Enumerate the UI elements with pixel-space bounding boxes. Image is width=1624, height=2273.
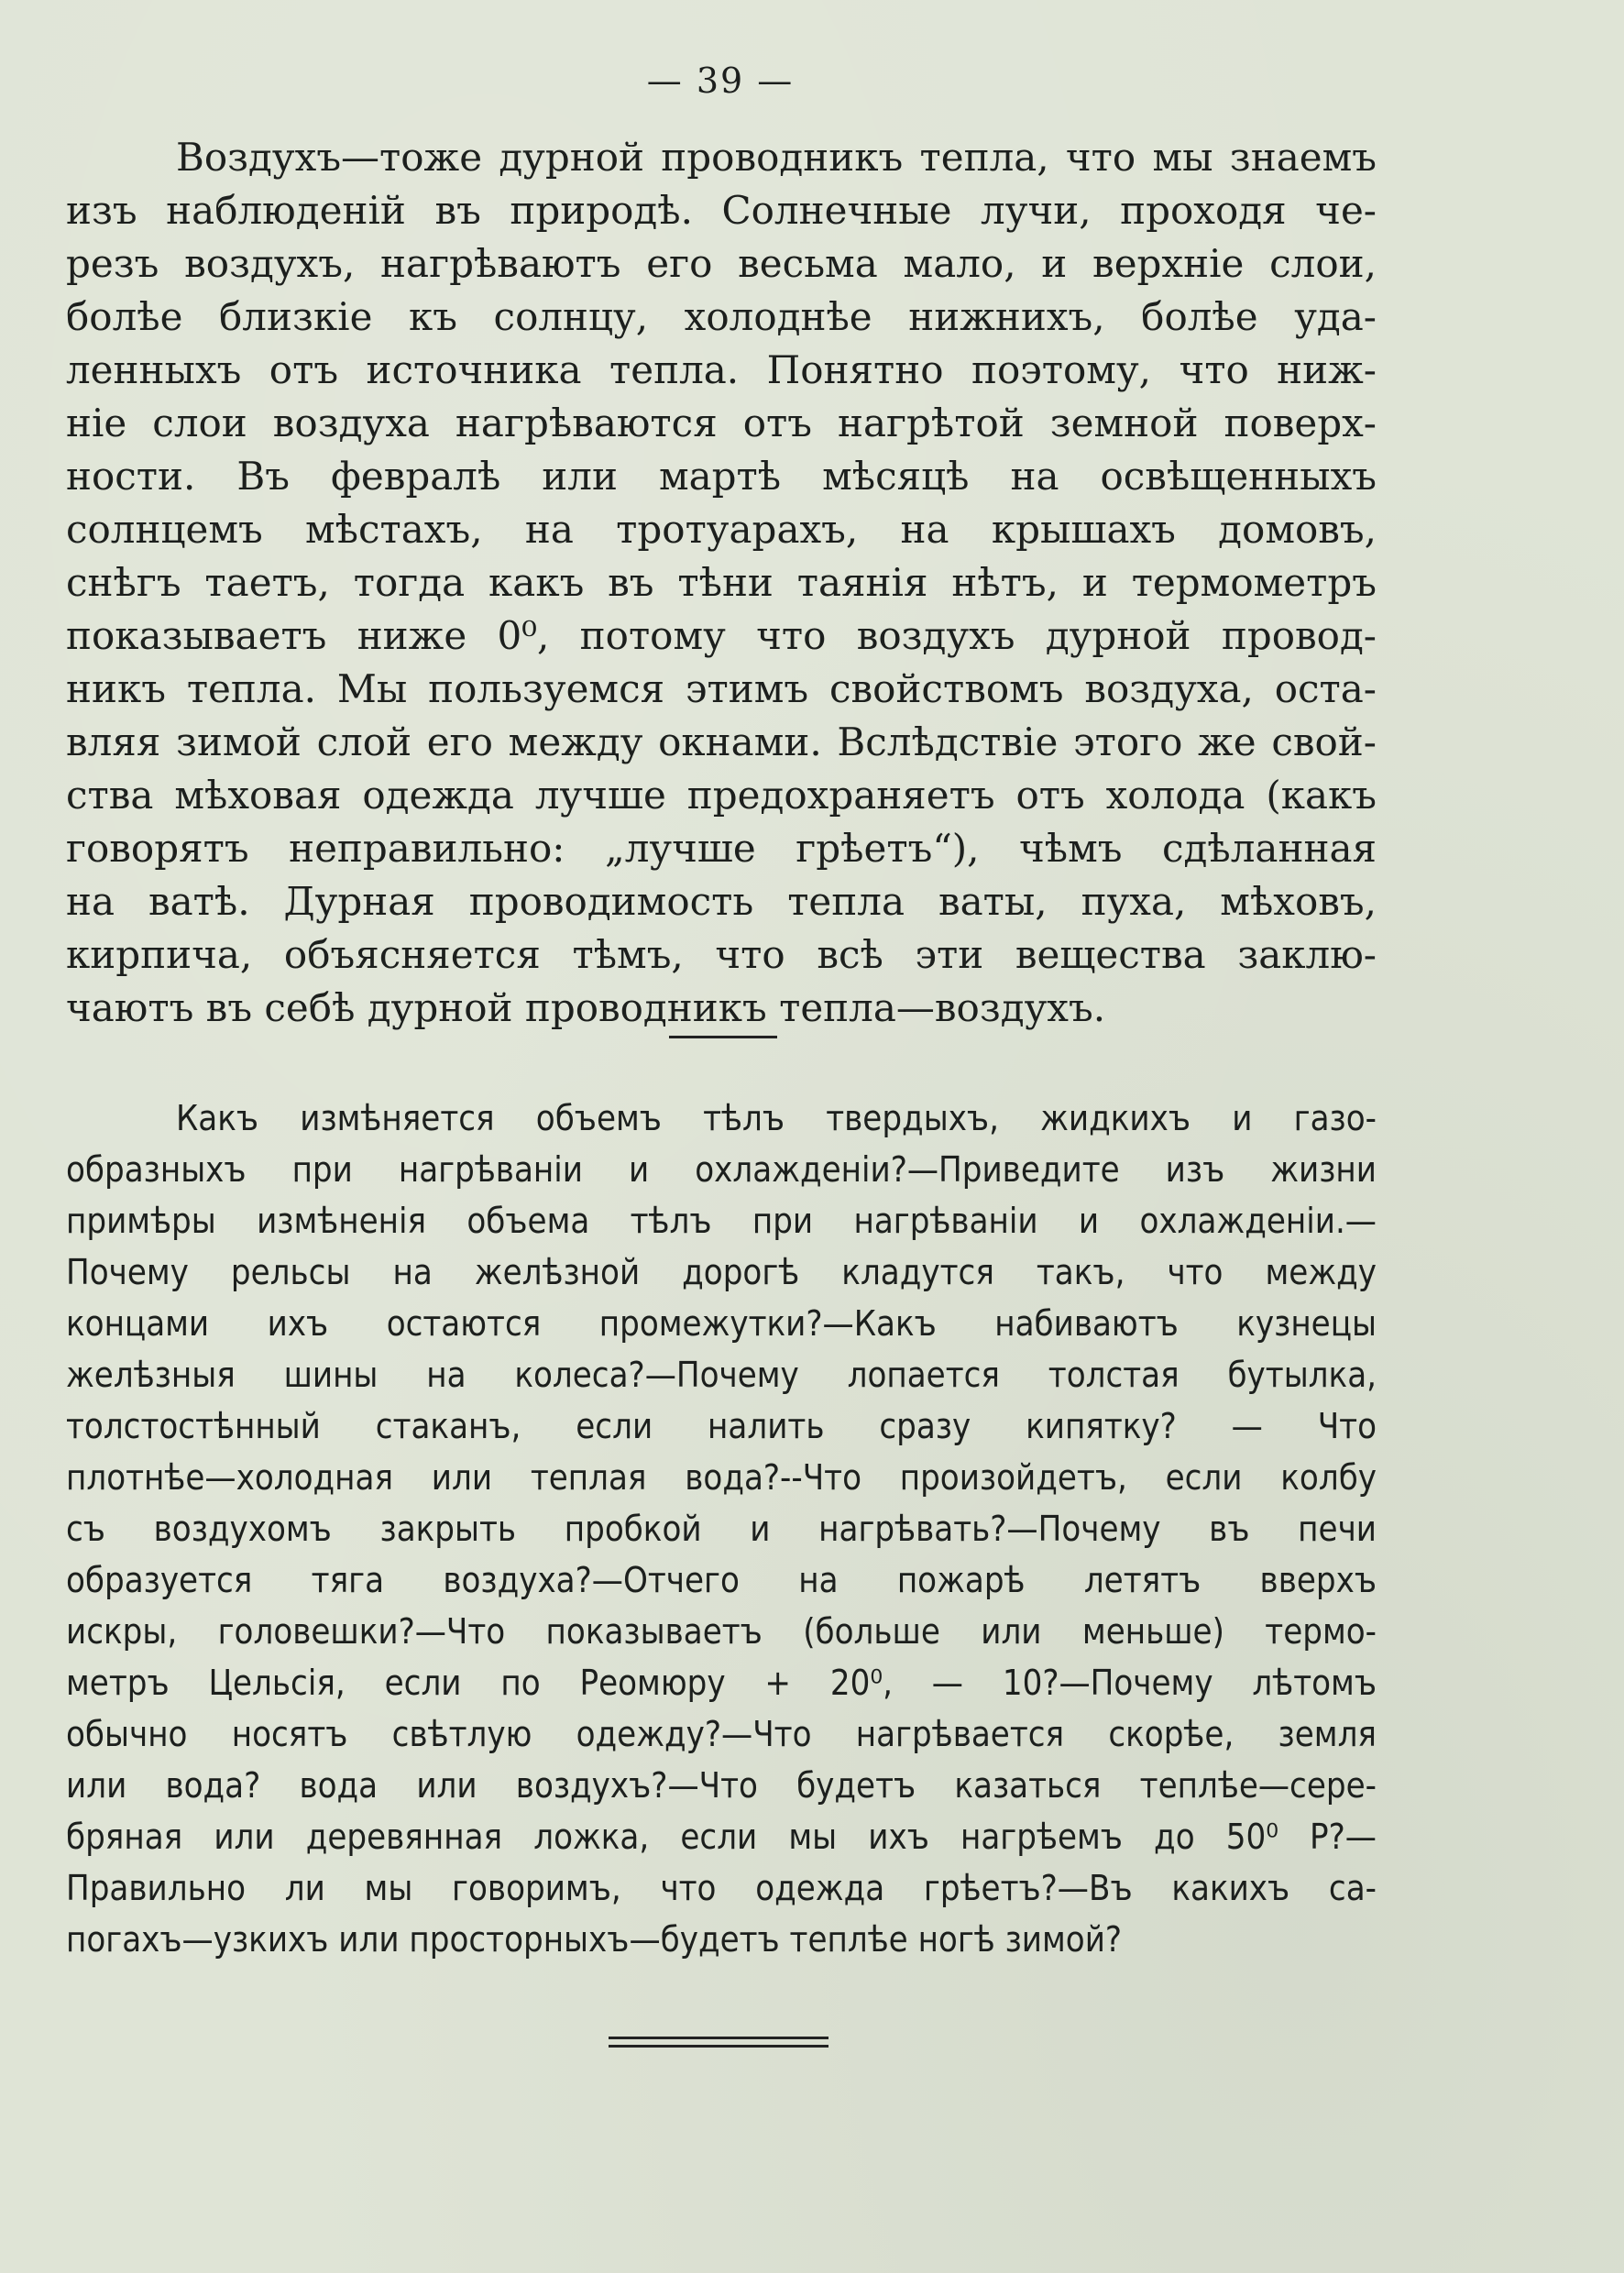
question-line: бряная или деревянная ложка, если мы ихъ нагрѣемъ до 50⁰ Р?—: [66, 1817, 1377, 1857]
question-line: погахъ—узкихъ или просторныхъ—будетъ теплѣе ногѣ зимой?: [66, 1919, 1123, 1960]
question-line: или вода? вода или воздухъ?—Что будетъ казаться теплѣе—сере-: [66, 1765, 1377, 1806]
page-number: — 39 —: [646, 60, 795, 101]
question-line: Правильно ли мы говоримъ, что одежда грѣетъ?—Въ какихъ са-: [66, 1868, 1377, 1908]
question-line: образныхъ при нагрѣваніи и охлажденіи?—Приведите изъ жизни: [66, 1149, 1377, 1190]
question-line: обычно носятъ свѣтлую одежду?—Что нагрѣвается скорѣе, земля: [66, 1714, 1377, 1754]
end-double-rule: [609, 2037, 828, 2048]
text-line: никъ тепла. Мы пользуемся этимъ свойствомъ воздуха, оста-: [66, 666, 1377, 711]
text-line: резъ воздухъ, нагрѣваютъ его весьма мало, и верхніе слои,: [66, 241, 1377, 286]
question-line: толстостѣнный стаканъ, если налить сразу кипятку? — Что: [66, 1406, 1377, 1446]
question-line: искры, головешки?—Что показываетъ (больше или меньше) термо-: [66, 1611, 1377, 1652]
text-line: на ватѣ. Дурная проводимость тепла ваты, пуха, мѣховъ,: [66, 879, 1377, 924]
text-line: снѣгъ таетъ, тогда какъ въ тѣни таянія нѣтъ, и термометръ: [66, 560, 1377, 605]
question-line: желѣзныя шины на колеса?—Почему лопается толстая бутылка,: [66, 1355, 1377, 1395]
question-line: примѣры измѣненія объема тѣлъ при нагрѣваніи и охлажденіи.—: [66, 1201, 1377, 1241]
paragraph-air-conductivity: [66, 131, 1377, 1035]
question-line: Какъ измѣняется объемъ тѣлъ твердыхъ, жидкихъ и газо-: [176, 1098, 1377, 1138]
text-line: кирпича, объясняется тѣмъ, что всѣ эти вещества заклю-: [66, 932, 1377, 977]
question-line: плотнѣе—холодная или теплая вода?--Что произойдетъ, если колбу: [66, 1457, 1377, 1498]
text-line: говорятъ неправильно: „лучше грѣетъ“), чѣмъ сдѣланная: [66, 826, 1377, 871]
question-line: образуется тяга воздуха?—Отчего на пожарѣ летятъ вверхъ: [66, 1560, 1377, 1600]
text-line: ленныхъ отъ источника тепла. Понятно поэтому, что ниж-: [66, 347, 1377, 392]
text-line: ства мѣховая одежда лучше предохраняетъ отъ холода (какъ: [66, 773, 1377, 818]
section-divider: [669, 1036, 777, 1038]
question-line: метръ Цельсія, если по Реомюру + 20⁰, — 10?—Почему лѣтомъ: [66, 1663, 1377, 1703]
text-line: чаютъ въ себѣ дурной проводникъ тепла—воздухъ.: [66, 985, 1106, 1030]
paragraph-questions: [66, 1093, 1377, 1965]
question-line: съ воздухомъ закрыть пробкой и нагрѣвать?—Почему въ печи: [66, 1509, 1377, 1549]
question-line: Почему рельсы на желѣзной дорогѣ кладутся такъ, что между: [66, 1252, 1377, 1292]
text-line: ности. Въ февралѣ или мартѣ мѣсяцѣ на освѣщенныхъ: [66, 454, 1377, 499]
text-line: показываетъ ниже 0⁰, потому что воздухъ дурной провод-: [66, 613, 1377, 658]
text-line: болѣе близкіе къ солнцу, холоднѣе нижнихъ, болѣе уда-: [66, 294, 1377, 339]
text-line: Воздухъ—тоже дурной проводникъ тепла, что мы знаемъ: [176, 135, 1377, 180]
text-line: вляя зимой слой его между окнами. Вслѣдствіе этого же свой-: [66, 719, 1377, 764]
question-line: концами ихъ остаются промежутки?—Какъ набиваютъ кузнецы: [66, 1303, 1377, 1344]
text-line: ніе слои воздуха нагрѣваются отъ нагрѣтой земной поверх-: [66, 401, 1377, 445]
text-line: изъ наблюденій въ природѣ. Солнечные лучи, проходя че-: [66, 188, 1377, 233]
text-line: солнцемъ мѣстахъ, на тротуарахъ, на крышахъ домовъ,: [66, 507, 1377, 552]
